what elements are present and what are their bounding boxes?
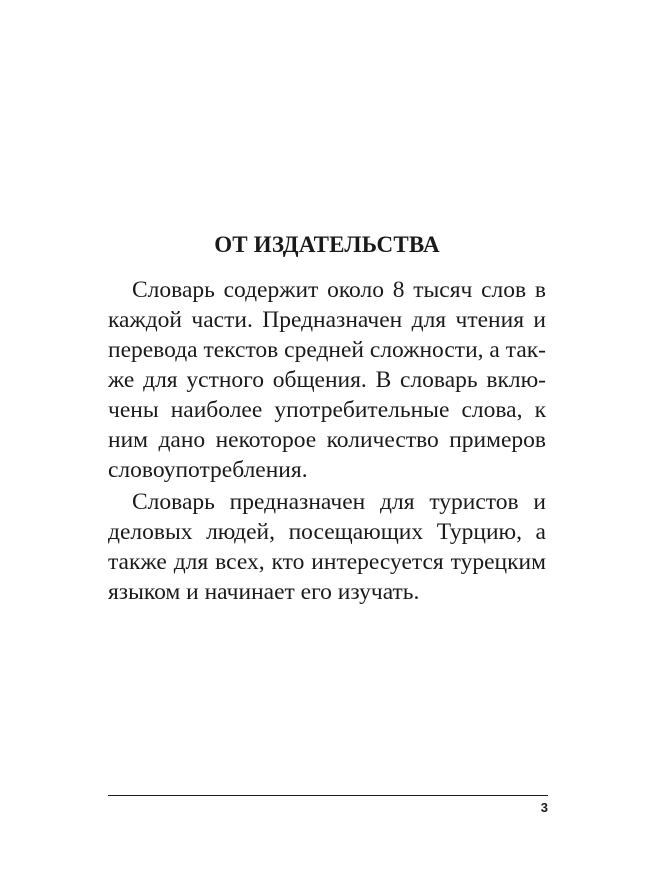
paragraph-line: ним дано некоторое количество примеров: [108, 427, 546, 453]
paragraph-line: словоупотребления.: [108, 457, 308, 483]
paragraph-line: также для всех, кто интересуется турецким: [108, 549, 546, 575]
paragraph-line: чены наиболее употребительные слова, к: [108, 397, 546, 423]
paragraph-2: [108, 487, 546, 607]
footer-rule: [108, 795, 548, 796]
paragraph-line: Словарь содержит около 8 тысяч слов в: [132, 277, 546, 303]
paragraph-line: деловых людей, посещающих Турцию, а: [108, 519, 546, 545]
paragraph-line: перевода текстов средней сложности, а так-: [108, 337, 546, 363]
body-text: [108, 275, 546, 607]
section-heading: ОТ ИЗДАТЕЛЬСТВА: [214, 232, 440, 257]
paragraph-line: Словарь предназначен для туристов и: [132, 489, 546, 515]
paragraph-line: же для устного общения. В словарь вклю-: [108, 367, 546, 393]
page-number: 3: [540, 800, 548, 815]
paragraph-line: каждой части. Предназначен для чтения и: [108, 307, 546, 333]
paragraph-1: [108, 275, 546, 485]
paragraph-line: языком и начинает его изучать.: [108, 579, 420, 605]
